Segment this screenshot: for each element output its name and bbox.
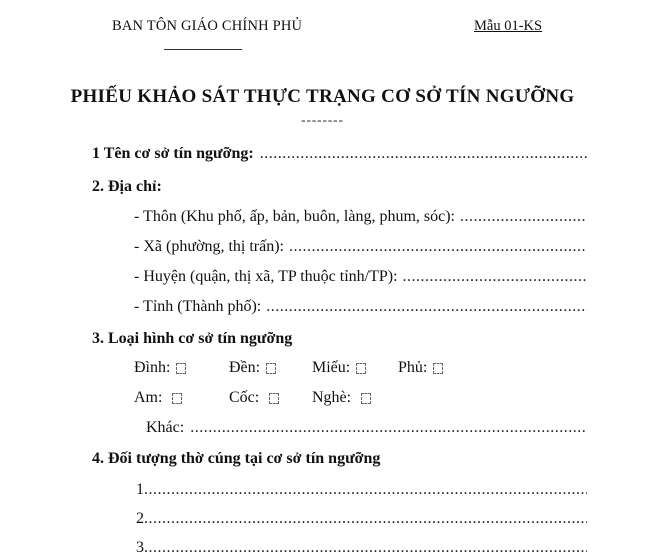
address-district-field[interactable] <box>403 268 587 286</box>
option-den[interactable] <box>229 359 276 377</box>
address-district-label: - Huyện (quận, thị xã, TP thuộc tỉnh/TP): <box>134 268 398 285</box>
facility-type-heading: 3. Loại hình cơ sở tín ngưỡng <box>92 330 293 347</box>
organization-underline <box>164 49 242 50</box>
worship-object-number-1: 1 <box>136 481 144 498</box>
address-village-label: - Thôn (Khu phố, ấp, bản, buôn, làng, phum, sóc): <box>134 208 455 225</box>
option-dinh[interactable] <box>134 359 186 377</box>
address-province-label: - Tỉnh (Thành phố): <box>134 298 262 315</box>
address-commune-row <box>134 238 587 256</box>
address-heading: 2. Địa chỉ: <box>92 178 162 195</box>
worship-object-field-1[interactable] <box>144 481 587 499</box>
checkbox-den[interactable] <box>266 363 276 374</box>
checkbox-phu[interactable] <box>433 363 443 374</box>
worship-object-row-2 <box>136 510 587 528</box>
option-dinh-label: Đình: <box>134 359 171 376</box>
option-nghe[interactable] <box>312 389 371 407</box>
worship-object-number-2: 2 <box>136 510 144 527</box>
checkbox-dinh[interactable] <box>176 363 186 374</box>
form-title: PHIẾU KHẢO SÁT THỰC TRẠNG CƠ SỞ TÍN NGƯỠNG <box>70 86 575 107</box>
address-village-field[interactable] <box>460 208 587 226</box>
checkbox-coc[interactable] <box>269 393 279 404</box>
option-mieu[interactable] <box>312 359 366 377</box>
other-type-label: Khác: <box>146 419 185 436</box>
checkbox-nghe[interactable] <box>361 393 371 404</box>
title-separator: -------- <box>301 112 344 127</box>
address-province-field[interactable] <box>266 298 587 316</box>
checkbox-am[interactable] <box>172 393 182 404</box>
worship-object-field-2[interactable] <box>144 510 587 528</box>
option-am-label: Am: <box>134 389 163 406</box>
facility-name-label: 1 Tên cơ sở tín ngưỡng: <box>92 145 254 162</box>
other-type-row <box>146 419 587 437</box>
option-nghe-label: Nghè: <box>312 389 352 406</box>
worship-object-field-3[interactable] <box>144 539 587 557</box>
worship-object-row-1 <box>136 481 587 499</box>
address-commune-field[interactable] <box>289 238 587 256</box>
organization-name: BAN TÔN GIÁO CHÍNH PHỦ <box>112 18 303 34</box>
address-province-row <box>134 298 587 316</box>
checkbox-mieu[interactable] <box>356 363 366 374</box>
address-district-row <box>134 268 587 286</box>
option-coc[interactable] <box>229 389 279 407</box>
option-den-label: Đền: <box>229 359 261 376</box>
facility-name-field[interactable] <box>260 145 587 163</box>
option-phu[interactable] <box>398 359 443 377</box>
worship-object-row-3 <box>136 539 587 557</box>
option-am[interactable] <box>134 389 182 407</box>
other-type-field[interactable] <box>190 419 587 437</box>
worship-object-number-3: 3 <box>136 539 144 556</box>
option-mieu-label: Miếu: <box>312 359 351 376</box>
address-commune-label: - Xã (phường, thị trấn): <box>134 238 284 255</box>
worship-objects-heading: 4. Đối tượng thờ cúng tại cơ sở tín ngưỡng <box>92 450 381 467</box>
option-coc-label: Cốc: <box>229 389 260 406</box>
address-village-row <box>134 208 587 226</box>
option-phu-label: Phủ: <box>398 359 428 376</box>
facility-name-row <box>92 145 587 163</box>
form-code: Mẫu 01-KS <box>474 18 543 34</box>
